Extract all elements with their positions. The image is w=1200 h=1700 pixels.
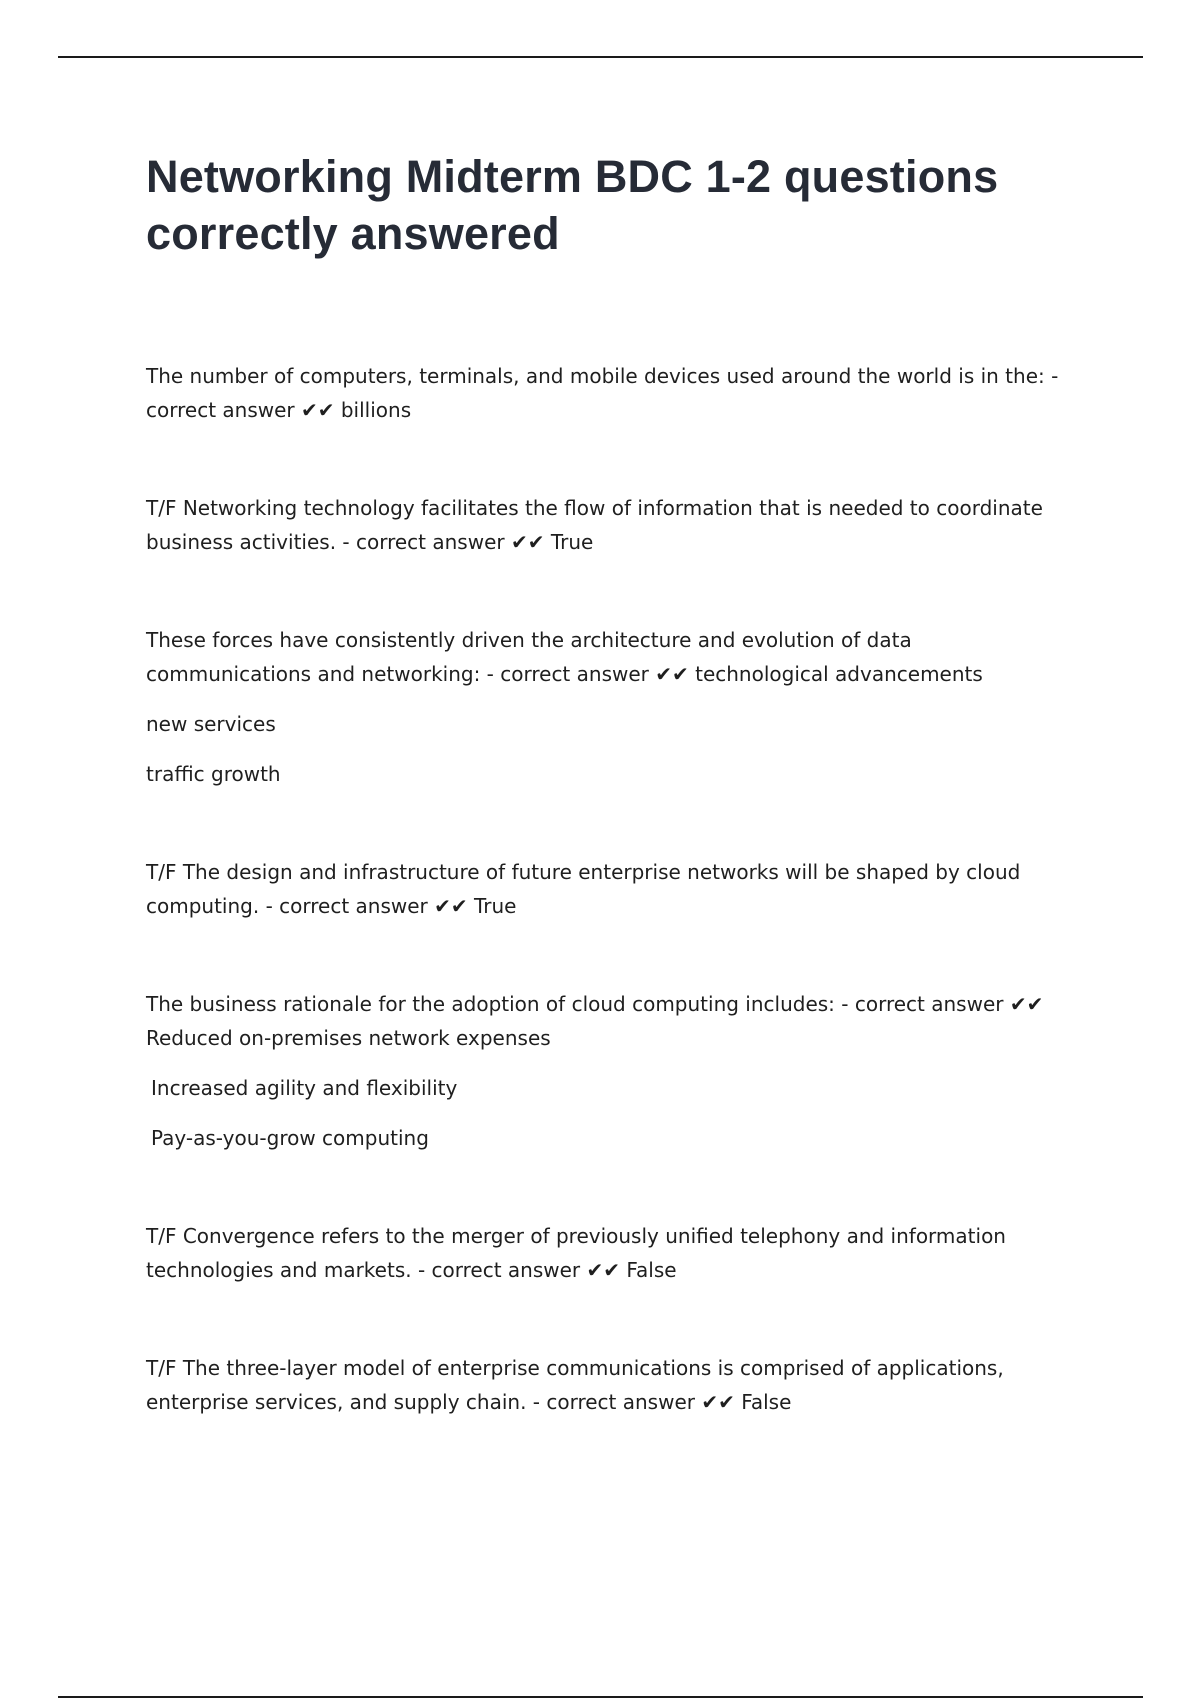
top-rule	[58, 56, 1143, 58]
qa-item-7	[146, 1351, 1076, 1419]
qa-item-6	[146, 1219, 1076, 1287]
qa-text: T/F The design and infrastructure of future enterprise networks will be shaped by cloud computing. - correct answer ✔✔ True	[146, 860, 1021, 918]
qa-text: T/F Networking technology facilitates the flow of information that is needed to coordinate business activities. - correct answer ✔✔ True	[146, 496, 1043, 554]
qa-list	[146, 359, 1076, 1419]
qa-item-5	[146, 987, 1076, 1155]
document-title: Networking Midterm BDC 1-2 questions correctly answered	[146, 151, 999, 259]
bottom-rule	[58, 1696, 1143, 1698]
qa-extra-line: new services	[146, 712, 276, 736]
qa-text: These forces have consistently driven the architecture and evolution of data communications and networking: - correct answer ✔✔ technological advancements	[146, 628, 983, 686]
qa-item-1	[146, 359, 1076, 427]
document-body	[146, 148, 1076, 1483]
qa-extra-line: Increased agility and flexibility	[151, 1076, 458, 1100]
qa-item-3	[146, 623, 1076, 791]
qa-text: The business rationale for the adoption of cloud computing includes: - correct answer ✔✔ Reduced on-premises network expenses	[146, 992, 1044, 1050]
qa-text: The number of computers, terminals, and mobile devices used around the world is in the: - correct answer ✔✔ billions	[146, 364, 1059, 422]
qa-item-4	[146, 855, 1076, 923]
qa-item-2	[146, 491, 1076, 559]
qa-extra-line: Pay-as-you-grow computing	[151, 1126, 429, 1150]
qa-extra-line: traffic growth	[146, 762, 281, 786]
qa-text: T/F The three-layer model of enterprise communications is comprised of applications, enterprise services, and supply chain. - correct answer ✔✔ False	[146, 1356, 1004, 1414]
qa-text: T/F Convergence refers to the merger of previously unified telephony and information technologies and markets. - correct answer ✔✔ False	[146, 1224, 1006, 1282]
